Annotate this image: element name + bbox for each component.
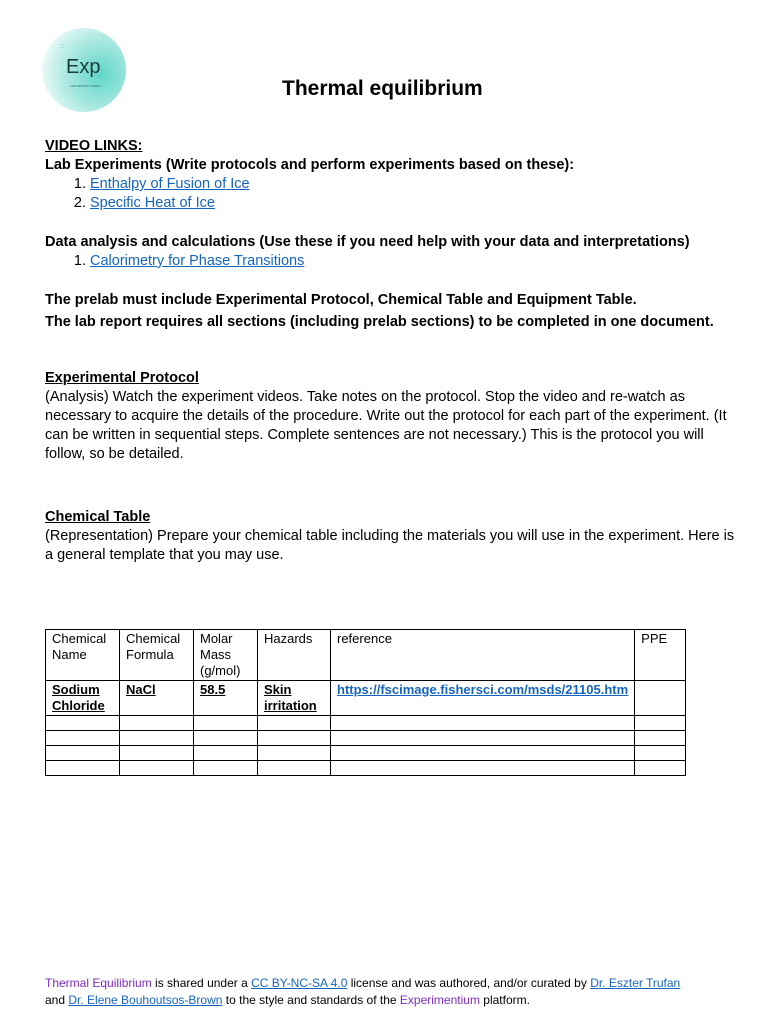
link-specific-heat[interactable]: Specific Heat of Ice (90, 195, 215, 211)
author-link-trufan[interactable]: Dr. Eszter Trufan (590, 976, 681, 990)
empty-cell[interactable] (258, 746, 331, 761)
cell-ppe (635, 681, 686, 716)
logo-dots: :: (60, 44, 64, 50)
empty-cell[interactable] (331, 761, 635, 776)
table-row (46, 731, 686, 746)
analysis-links-list (45, 252, 735, 271)
document-body (45, 137, 735, 565)
header-chemical-formula: Chemical Formula (120, 630, 194, 681)
empty-cell[interactable] (120, 761, 194, 776)
lab-links-list (45, 175, 735, 213)
link-calorimetry[interactable]: Calorimetry for Phase Transitions (90, 253, 305, 269)
empty-cell[interactable] (258, 716, 331, 731)
empty-cell[interactable] (635, 716, 686, 731)
empty-cell[interactable] (258, 761, 331, 776)
cell-molar-mass: 58.5 (194, 681, 258, 716)
header-reference: reference (331, 630, 635, 681)
empty-cell[interactable] (194, 761, 258, 776)
logo-text: Exp (66, 56, 101, 78)
link-enthalpy-of-fusion[interactable]: Enthalpy of Fusion of Ice (90, 176, 250, 192)
header-molar-mass: Molar Mass (g/mol) (194, 630, 258, 681)
video-links-heading: VIDEO LINKS: (45, 138, 143, 154)
empty-cell[interactable] (120, 731, 194, 746)
reference-link[interactable]: https://fscimage.fishersci.com/msds/21105.htm (337, 682, 629, 697)
chemical-table-body: (Representation) Prepare your chemical table including the materials you will use in the experiment. Here is a general template that you may use. (45, 528, 735, 563)
cell-formula: NaCl (120, 681, 194, 716)
empty-cell[interactable] (46, 746, 120, 761)
prelab-note: The prelab must include Experimental Protocol, Chemical Table and Equipment Table. (45, 292, 637, 308)
empty-cell[interactable] (46, 761, 120, 776)
work-title-link[interactable]: Thermal Equilibrium (45, 976, 152, 990)
footer-text: license and was authored, and/or curated by (347, 976, 591, 990)
protocol-body: (Analysis) Watch the experiment videos. Take notes on the protocol. Stop the video and re-watch as necessary to acquire the details of the procedure. Write out the protocol for each part of the experiment. (It can be written in sequential steps. Complete sentences are not necessary.) This is the protocol you will follow, so be detailed. (45, 389, 727, 462)
header-ppe: PPE (635, 630, 686, 681)
table-row (46, 681, 686, 716)
data-analysis-heading: Data analysis and calculations (Use these if you need help with your data and interpretations) (45, 234, 690, 250)
empty-cell[interactable] (635, 731, 686, 746)
list-item (90, 175, 735, 194)
experimentium-logo (42, 28, 126, 112)
footer-text: platform. (479, 993, 530, 1007)
empty-cell[interactable] (331, 746, 635, 761)
footer-text: is shared under a (151, 976, 252, 990)
empty-cell[interactable] (194, 731, 258, 746)
author-link-bouhoutsos-brown[interactable]: Dr. Elene Bouhoutsos-Brown (68, 993, 223, 1007)
empty-cell[interactable] (46, 731, 120, 746)
cell-hazards: Skin irritation (258, 681, 331, 716)
empty-cell[interactable] (635, 746, 686, 761)
cell-reference (331, 681, 635, 716)
empty-cell[interactable] (194, 716, 258, 731)
list-item (90, 252, 735, 271)
header-hazards: Hazards (258, 630, 331, 681)
empty-cell[interactable] (635, 761, 686, 776)
footer-text: to the style and standards of the (222, 993, 400, 1007)
empty-cell[interactable] (258, 731, 331, 746)
empty-cell[interactable] (46, 716, 120, 731)
cell-name: Sodium Chloride (46, 681, 120, 716)
empty-cell[interactable] (194, 746, 258, 761)
protocol-heading: Experimental Protocol (45, 370, 199, 386)
logo-subtext: LAB REPORT / MEDIA (70, 84, 101, 88)
platform-link[interactable]: Experimentium (399, 993, 480, 1007)
table-header-row (46, 630, 686, 681)
table-row (46, 761, 686, 776)
chemical-table-heading: Chemical Table (45, 509, 151, 525)
empty-cell[interactable] (331, 716, 635, 731)
report-note: The lab report requires all sections (including prelab sections) to be completed in one document. (45, 314, 714, 330)
page-title: Thermal equilibrium (282, 77, 483, 100)
list-item (90, 194, 735, 213)
empty-cell[interactable] (331, 731, 635, 746)
empty-cell[interactable] (120, 746, 194, 761)
lab-experiments-heading: Lab Experiments (Write protocols and perform experiments based on these): (45, 157, 575, 173)
license-link[interactable]: CC BY-NC-SA 4.0 (251, 976, 348, 990)
table-row (46, 746, 686, 761)
empty-cell[interactable] (120, 716, 194, 731)
footer-text: and (45, 993, 69, 1007)
chemical-table (45, 629, 686, 776)
header-chemical-name: Chemical Name (46, 630, 120, 681)
table-row (46, 716, 686, 731)
license-footer (45, 975, 735, 1009)
